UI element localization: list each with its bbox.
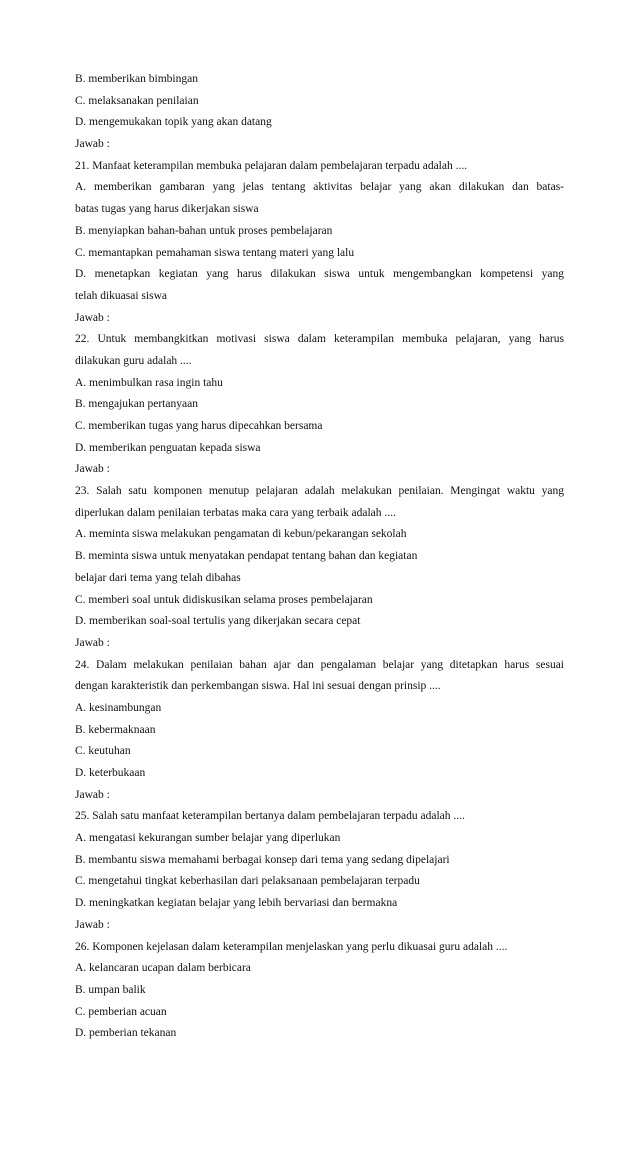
- text-line: Jawab :: [75, 788, 110, 801]
- text-line: belajar dari tema yang telah dibahas: [75, 571, 241, 584]
- text-line: 22. Untuk membangkitkan motivasi siswa dalam keterampilan membuka pelajaran, yang harus: [75, 333, 564, 346]
- text-line: 21. Manfaat keterampilan membuka pelajaran dalam pembelajaran terpadu adalah ....: [75, 159, 468, 172]
- text-line: C. pemberian acuan: [75, 1005, 167, 1018]
- text-line: 24. Dalam melakukan penilaian bahan ajar dan pengalaman belajar yang ditetapkan harus sesuai: [75, 658, 564, 671]
- text-line: B. umpan balik: [75, 983, 146, 996]
- text-line: D. pemberian tekanan: [75, 1027, 177, 1040]
- text-line: B. membantu siswa memahami berbagai konsep dari tema yang sedang dipelajari: [75, 853, 450, 866]
- document-body: [75, 69, 564, 1045]
- text-line: A. memberikan gambaran yang jelas tentang aktivitas belajar yang akan dilakukan dan batas-: [75, 181, 564, 194]
- text-line: C. memberi soal untuk didiskusikan selama proses pembelajaran: [75, 593, 373, 606]
- text-line: A. meminta siswa melakukan pengamatan di kebun/pekarangan sekolah: [75, 528, 407, 541]
- text-line: B. menyiapkan bahan-bahan untuk proses pembelajaran: [75, 224, 333, 237]
- text-line: C. memberikan tugas yang harus dipecahkan bersama: [75, 420, 323, 432]
- text-line: B. kebermaknaan: [75, 723, 156, 736]
- text-line: 26. Komponen kejelasan dalam keterampilan menjelaskan yang perlu dikuasai guru adalah ....: [75, 940, 508, 953]
- text-line: D. mengemukakan topik yang akan datang: [75, 116, 272, 129]
- text-line: diperlukan dalam penilaian terbatas maka cara yang terbaik adalah ....: [75, 506, 396, 519]
- text-line: D. menetapkan kegiatan yang harus dilakukan siswa untuk mengembangkan kompetensi yang: [75, 268, 564, 281]
- text-line: Jawab :: [75, 636, 110, 649]
- text-line: D. meningkatkan kegiatan belajar yang lebih bervariasi dan bermakna: [75, 897, 398, 910]
- text-line: C. memantapkan pemahaman siswa tentang materi yang lalu: [75, 246, 355, 259]
- text-line: 23. Salah satu komponen menutup pelajaran adalah melakukan penilaian. Mengingat waktu yang: [75, 485, 564, 498]
- text-line: B. meminta siswa untuk menyatakan pendapat tentang bahan dan kegiatan: [75, 550, 418, 563]
- text-line: A. mengatasi kekurangan sumber belajar yang diperlukan: [75, 832, 341, 845]
- text-line: batas tugas yang harus dikerjakan siswa: [75, 203, 259, 216]
- text-line: C. keutuhan: [75, 745, 131, 758]
- text-line: Jawab :: [75, 463, 110, 476]
- text-line: Jawab :: [75, 138, 110, 151]
- text-line: telah dikuasai siswa: [75, 289, 167, 302]
- text-line: dilakukan guru adalah ....: [75, 354, 192, 367]
- text-line: C. melaksanakan penilaian: [75, 94, 199, 107]
- text-line: dengan karakteristik dan perkembangan siswa. Hal ini sesuai dengan prinsip ....: [75, 680, 441, 693]
- text-line: C. mengetahui tingkat keberhasilan dari pelaksanaan pembelajaran terpadu: [75, 875, 420, 888]
- text-line: Jawab :: [75, 918, 110, 931]
- text-line: A. kelancaran ucapan dalam berbicara: [75, 962, 251, 975]
- text-line: A. menimbulkan rasa ingin tahu: [75, 376, 223, 389]
- text-line: B. memberikan bimbingan: [75, 73, 198, 85]
- text-line: D. keterbukaan: [75, 767, 146, 779]
- text-line: D. memberikan soal-soal tertulis yang dikerjakan secara cepat: [75, 615, 361, 628]
- text-line: D. memberikan penguatan kepada siswa: [75, 441, 261, 454]
- text-line: A. kesinambungan: [75, 701, 162, 714]
- text-line: B. mengajukan pertanyaan: [75, 398, 198, 411]
- text-line: Jawab :: [75, 311, 110, 324]
- text-line: 25. Salah satu manfaat keterampilan bertanya dalam pembelajaran terpadu adalah ....: [75, 810, 465, 823]
